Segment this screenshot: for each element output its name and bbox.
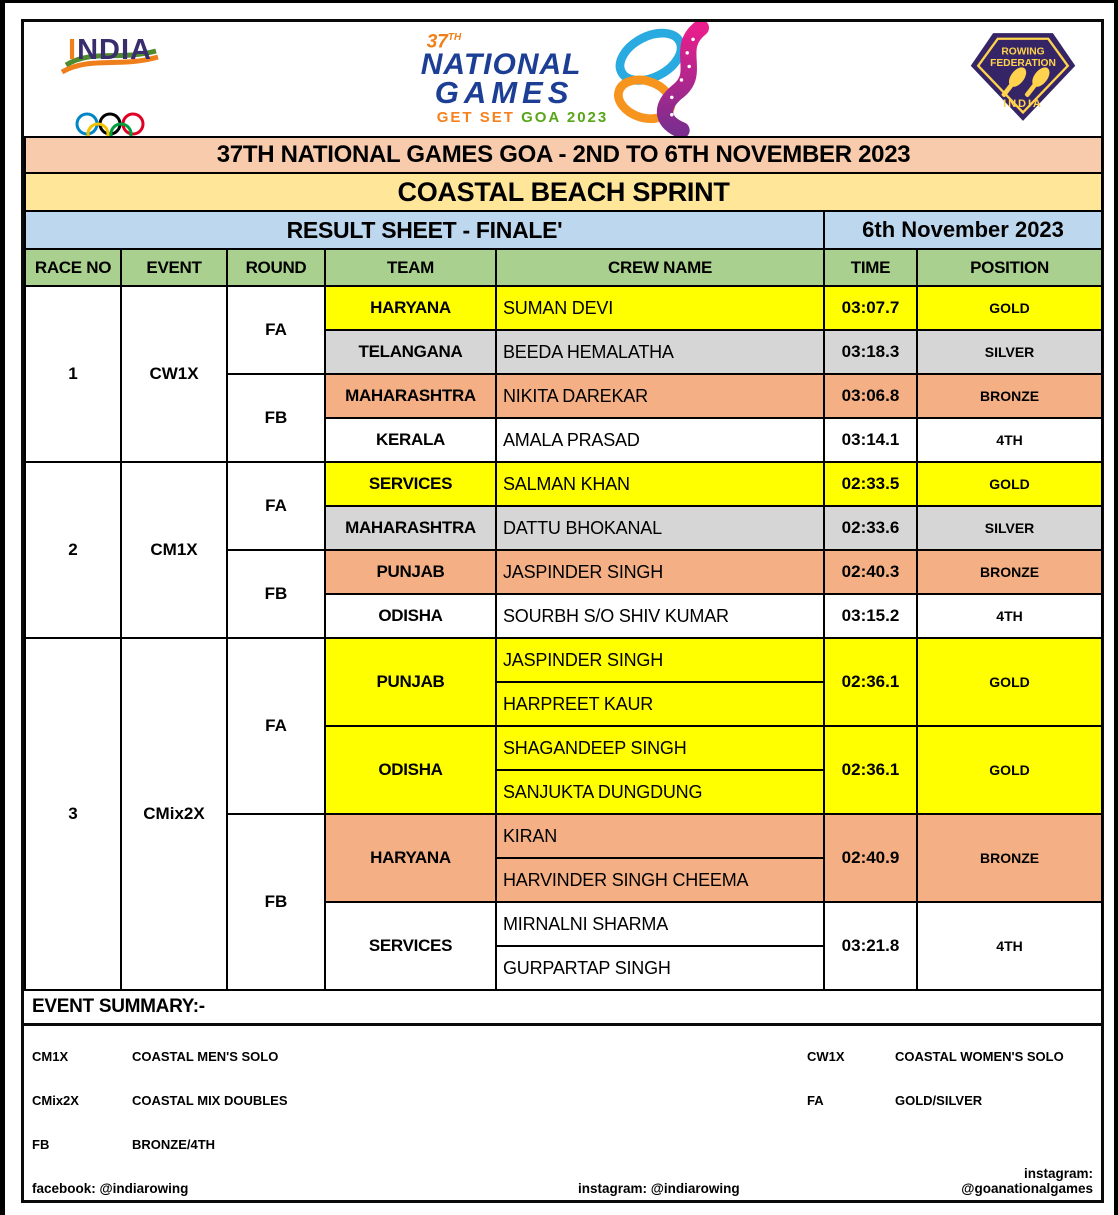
event-cell: CMix2X xyxy=(121,638,227,990)
position-cell: BRONZE xyxy=(917,814,1102,902)
national-games-line2: GAMES xyxy=(434,74,574,110)
time-cell: 03:06.8 xyxy=(824,374,917,418)
crew-name-cell: SALMAN KHAN xyxy=(496,462,824,506)
social-footer xyxy=(32,1166,1093,1197)
event-summary-body xyxy=(24,1026,1101,1200)
rfi-line2: FEDERATION xyxy=(990,57,1056,69)
table-row xyxy=(25,462,1102,506)
position-cell: GOLD xyxy=(917,726,1102,814)
column-header-position: POSITION xyxy=(917,249,1102,286)
team-cell: TELANGANA xyxy=(325,330,496,374)
edition-suffix: TH xyxy=(447,32,462,44)
position-cell: GOLD xyxy=(917,286,1102,330)
date-cell: 6th November 2023 xyxy=(824,211,1102,249)
instagram-handle-2: instagram: @goanationalgames xyxy=(961,1166,1093,1196)
result-sheet-label: RESULT SHEET - FINALE' xyxy=(25,211,824,249)
summary-description: BRONZE/4TH xyxy=(132,1136,216,1152)
team-cell: KERALA xyxy=(325,418,496,462)
time-cell: 03:15.2 xyxy=(824,594,917,638)
summary-description: GOLD/SILVER xyxy=(895,1092,983,1108)
event-summary-title: EVENT SUMMARY:- xyxy=(24,991,1101,1026)
round-cell: FA xyxy=(227,462,325,550)
crew-name-cell: KIRAN xyxy=(496,814,824,858)
race-number-cell: 3 xyxy=(25,638,121,990)
team-cell: MAHARASHTRA xyxy=(325,374,496,418)
position-cell: BRONZE xyxy=(917,550,1102,594)
position-cell: GOLD xyxy=(917,638,1102,726)
time-cell: 03:07.7 xyxy=(824,286,917,330)
round-cell: FA xyxy=(227,286,325,374)
time-cell: 02:33.6 xyxy=(824,506,917,550)
time-cell: 02:36.1 xyxy=(824,638,917,726)
title-bar: 37TH NATIONAL GAMES GOA - 2ND TO 6TH NOVEMBER 2023 xyxy=(25,137,1102,173)
team-cell: SERVICES xyxy=(325,462,496,506)
summary-row xyxy=(32,1034,1093,1078)
team-cell: SERVICES xyxy=(325,902,496,990)
position-cell: 4TH xyxy=(917,418,1102,462)
summary-description: COASTAL MEN'S SOLO xyxy=(132,1048,279,1064)
time-cell: 03:14.1 xyxy=(824,418,917,462)
crew-name-cell: JASPINDER SINGH xyxy=(496,550,824,594)
summary-row xyxy=(32,1078,1093,1122)
team-cell: HARYANA xyxy=(325,814,496,902)
instagram-handle: instagram: @indiarowing xyxy=(578,1181,740,1196)
ioa-logo xyxy=(54,34,166,115)
event-cell: CW1X xyxy=(121,286,227,462)
round-cell: FB xyxy=(227,374,325,462)
national-games-logo xyxy=(421,22,725,136)
ioa-country-label: INDIA xyxy=(68,34,152,66)
column-header-time: TIME xyxy=(824,249,917,286)
crew-name-cell: SHAGANDEEP SINGH xyxy=(496,726,824,770)
column-header-event: EVENT xyxy=(121,249,227,286)
crew-name-cell: NIKITA DAREKAR xyxy=(496,374,824,418)
column-header-round: ROUND xyxy=(227,249,325,286)
time-cell: 02:40.9 xyxy=(824,814,917,902)
round-cell: FA xyxy=(227,638,325,814)
subtitle-bar: COASTAL BEACH SPRINT xyxy=(25,173,1102,211)
crew-name-cell: MIRNALNI SHARMA xyxy=(496,902,824,946)
summary-description: COASTAL MIX DOUBLES xyxy=(132,1092,288,1108)
document-frame xyxy=(21,19,1104,1203)
national-games-line1: NATIONAL xyxy=(420,47,582,81)
position-cell: 4TH xyxy=(917,594,1102,638)
crew-name-cell: SUMAN DEVI xyxy=(496,286,824,330)
crew-name-cell: HARVINDER SINGH CHEEMA xyxy=(496,858,824,902)
position-cell: SILVER xyxy=(917,506,1102,550)
table-row xyxy=(25,638,1102,682)
column-header-row xyxy=(25,249,1102,286)
results-table xyxy=(24,136,1103,991)
summary-code: FA xyxy=(807,1092,824,1108)
tagline-goa-2023: GOA 2023 xyxy=(521,109,609,127)
position-cell: BRONZE xyxy=(917,374,1102,418)
facebook-handle: facebook: @indiarowing xyxy=(32,1181,189,1196)
rowing-federation-badge xyxy=(967,29,1079,125)
logo-strip xyxy=(24,22,1101,136)
round-cell: FB xyxy=(227,550,325,638)
time-cell: 03:21.8 xyxy=(824,902,917,990)
crew-name-cell: BEEDA HEMALATHA xyxy=(496,330,824,374)
race-number-cell: 1 xyxy=(25,286,121,462)
infinity-ribbon-icon xyxy=(608,22,724,136)
position-cell: SILVER xyxy=(917,330,1102,374)
position-cell: GOLD xyxy=(917,462,1102,506)
rfi-line3: INDIA xyxy=(1003,97,1043,110)
crew-name-cell: DATTU BHOKANAL xyxy=(496,506,824,550)
summary-code: CM1X xyxy=(32,1048,69,1064)
rowing-federation-logo xyxy=(967,29,1087,130)
time-cell: 03:18.3 xyxy=(824,330,917,374)
column-header-crew-name: CREW NAME xyxy=(496,249,824,286)
team-cell: HARYANA xyxy=(325,286,496,330)
team-cell: PUNJAB xyxy=(325,638,496,726)
column-header-team: TEAM xyxy=(325,249,496,286)
crew-name-cell: SOURBH S/O SHIV KUMAR xyxy=(496,594,824,638)
summary-code: FB xyxy=(32,1136,50,1152)
summary-code: CMix2X xyxy=(32,1092,79,1108)
summary-code: CW1X xyxy=(807,1048,845,1064)
summary-description: COASTAL WOMEN'S SOLO xyxy=(895,1048,1064,1064)
team-cell: ODISHA xyxy=(325,726,496,814)
event-cell: CM1X xyxy=(121,462,227,638)
crew-name-cell: HARPREET KAUR xyxy=(496,682,824,726)
crew-name-cell: SANJUKTA DUNGDUNG xyxy=(496,770,824,814)
national-games-wordmark xyxy=(421,33,609,125)
column-header-race-no: RACE NO xyxy=(25,249,121,286)
crew-name-cell: JASPINDER SINGH xyxy=(496,638,824,682)
team-cell: MAHARASHTRA xyxy=(325,506,496,550)
edition-number: 37TH xyxy=(426,31,462,53)
team-cell: PUNJAB xyxy=(325,550,496,594)
summary-row xyxy=(32,1122,1093,1166)
crew-name-cell: GURPARTAP SINGH xyxy=(496,946,824,990)
time-cell: 02:40.3 xyxy=(824,550,917,594)
rfi-line1: ROWING xyxy=(1001,46,1045,58)
position-cell: 4TH xyxy=(917,902,1102,990)
tagline-get-set: GET SET xyxy=(436,109,515,127)
time-cell: 02:33.5 xyxy=(824,462,917,506)
team-cell: ODISHA xyxy=(325,594,496,638)
time-cell: 02:36.1 xyxy=(824,726,917,814)
crew-name-cell: AMALA PRASAD xyxy=(496,418,824,462)
race-number-cell: 2 xyxy=(25,462,121,638)
national-games-tagline xyxy=(437,111,609,125)
round-cell: FB xyxy=(227,814,325,990)
table-row xyxy=(25,286,1102,330)
